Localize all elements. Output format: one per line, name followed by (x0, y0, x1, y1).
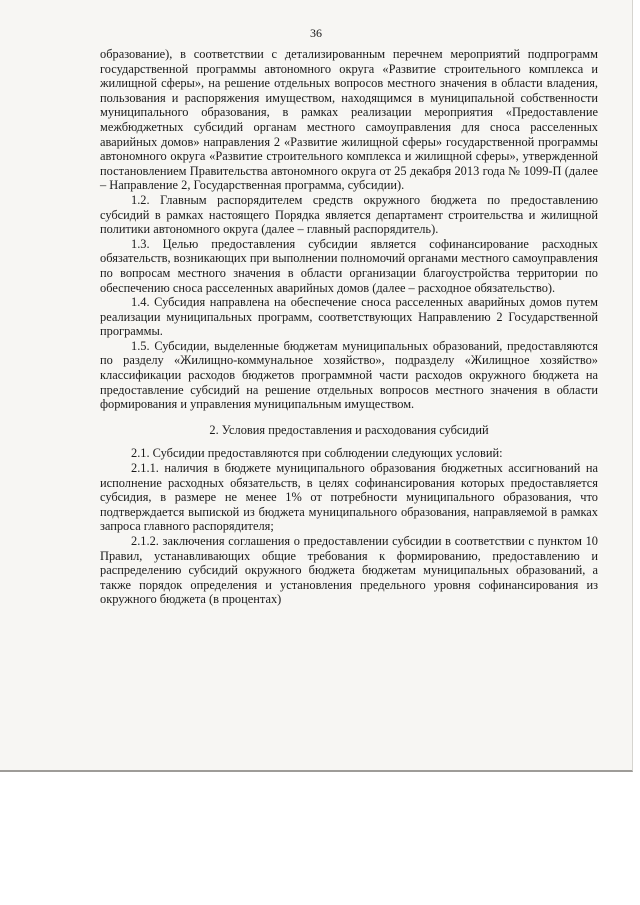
paragraph-1-2: 1.2. Главным распорядителем средств окружного бюджета по предоставлению субсидий в рамках настоящего Порядка является департамент строительства и жилищной политики автономного округа (далее – главный распорядитель). (100, 192, 598, 237)
paragraph-intro-continued: образование), в соответствии с детализированным перечнем мероприятий подпрограмм государственной программы автономного округа «Развитие строительного комплекса и жилищной сферы», на решение отдельных вопросов местного значения в области владения, пользования и распоряжения имуществом, находящимся в муниципальной собственности муниципального образования, в рамках реализации мероприятия «Предоставление межбюджетных субсидий органам местного самоуправления для сноса расселенных аварийных домов» направления 2 «Развитие жилищной сферы» государственной программы автономного округа «Развитие строительного комплекса и жилищной сферы», утвержденной постановлением Правительства автономного округа от 25 декабря 2013 года № 1099-П (далее – Направление 2, Государственная программа, субсидии). (100, 47, 598, 193)
document-body (100, 47, 598, 607)
section-heading-2: 2. Условия предоставления и расходования субсидий (209, 422, 489, 437)
paragraph-1-4: 1.4. Субсидия направлена на обеспечение сноса расселенных аварийных домов путем реализации муниципальных программ, соответствующих Направлению 2 Государственной программы. (100, 295, 598, 339)
paragraph-2-1-1: 2.1.1. наличия в бюджете муниципального образования бюджетных ассигнований на исполнение расходных обязательств, в целях софинансирования которых предоставляется субсидия, в размере не менее 1% от потребности муниципального образования, что подтверждается выпиской из бюджета муниципального образования, направляемой в рамках запроса главного распорядителя; (100, 461, 598, 534)
paragraph-1-5: 1.5. Субсидии, выделенные бюджетам муниципальных образований, предоставляются по разделу «Жилищно-коммунальное хозяйство», подразделу «Жилищное хозяйство» классификации расходов бюджетов программной части расходов окружного бюджета на предоставление субсидий на решение отдельных вопросов местного значения в области формирования и управления муниципальным имуществом. (100, 338, 598, 412)
paragraph-2-1-2: 2.1.2. заключения соглашения о предоставлении субсидии в соответствии с пунктом 10 Правил, устанавливающих общие требования к формированию, предоставлению и распределению субсидий окружного бюджета бюджетам муниципальных образований, а также порядок определения и установления предельного уровня софинансирования из окружного бюджета (в процентах) (100, 534, 598, 607)
page-number: 36 (310, 26, 322, 40)
paragraph-1-3: 1.3. Целью предоставления субсидии является софинансирование расходных обязательств, возникающих при выполнении полномочий органами местного самоуправления по вопросам местного значения в области организации благоустройства территории по обеспечению сноса расселенных аварийных домов (далее – расходное обязательство). (100, 236, 598, 295)
blank-area (0, 772, 640, 905)
paragraph-2-1: 2.1. Субсидии предоставляются при соблюдении следующих условий: (131, 446, 503, 461)
